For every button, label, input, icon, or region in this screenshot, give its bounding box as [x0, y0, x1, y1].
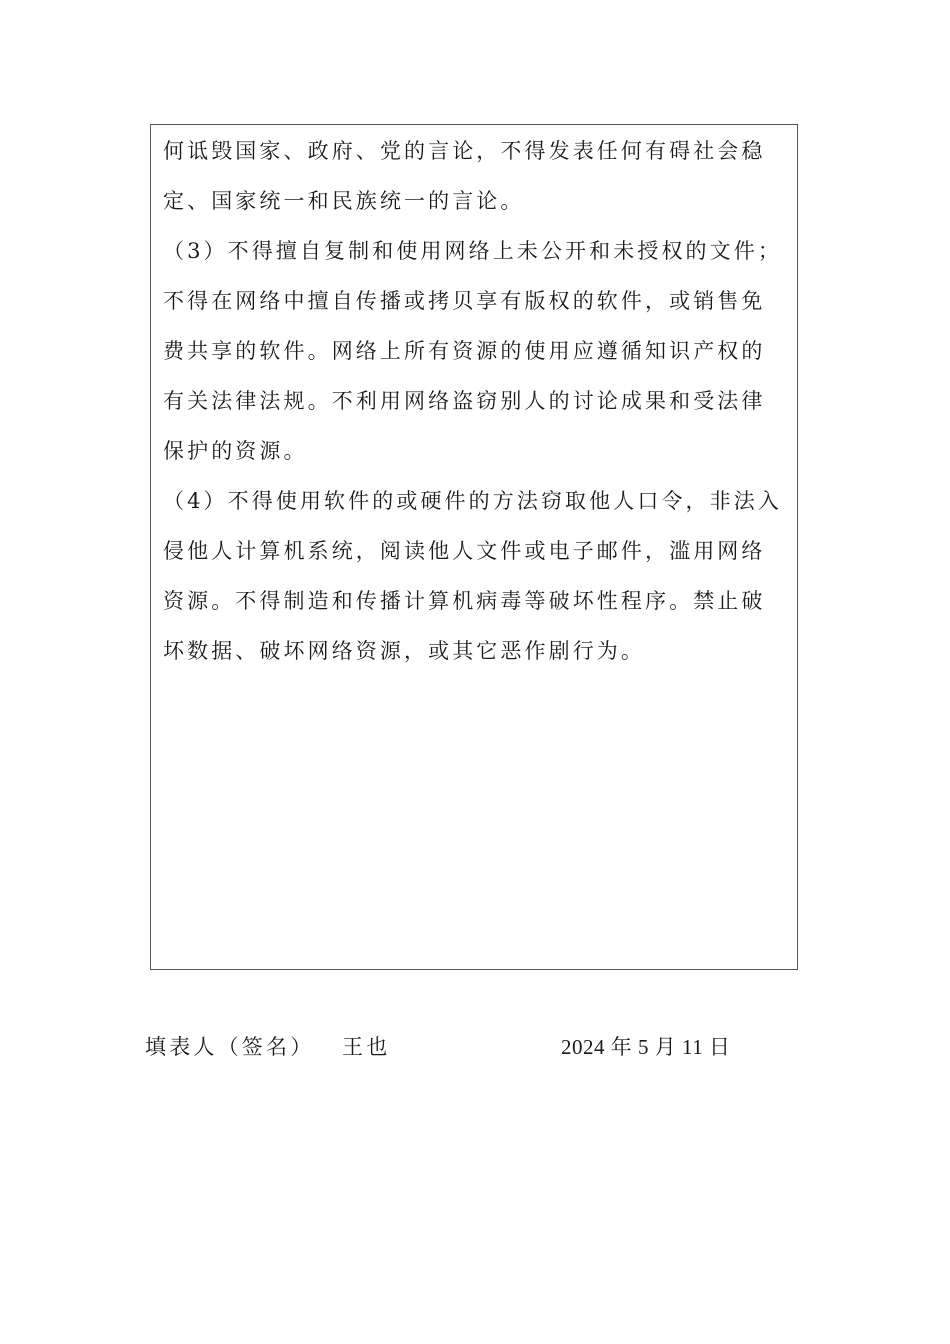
- text-line-11: 坏数据、破坏网络资源，或其它恶作剧行为。: [163, 639, 645, 663]
- text-line-3: （3）不得擅自复制和使用网络上未公开和未授权的文件；: [163, 239, 782, 263]
- text-line-10: 资源。不得制造和传播计算机病毒等破坏性程序。禁止破: [163, 589, 766, 613]
- text-line-9: 侵他人计算机系统，阅读他人文件或电子邮件，滥用网络: [163, 539, 766, 563]
- fill-date: 2024 年 5 月 11 日: [561, 1035, 731, 1059]
- text-line-5: 费共享的软件。网络上所有资源的使用应遵循知识产权的: [163, 339, 766, 363]
- form-content-box: [150, 124, 798, 970]
- text-line-2: 定、国家统一和民族统一的言论。: [163, 189, 525, 213]
- text-line-1: 何诋毁国家、政府、党的言论，不得发表任何有碍社会稳: [163, 139, 766, 163]
- text-line-6: 有关法律法规。不利用网络盗窃别人的讨论成果和受法律: [163, 389, 766, 413]
- signer-name: 王也: [342, 1035, 391, 1059]
- signer-label: 填表人（签名）: [145, 1035, 315, 1059]
- text-line-4: 不得在网络中擅自传播或拷贝享有版权的软件，或销售免: [163, 289, 766, 313]
- text-line-7: 保护的资源。: [163, 439, 308, 463]
- text-line-8: （4）不得使用软件的或硬件的方法窃取他人口令，非法入: [163, 489, 782, 513]
